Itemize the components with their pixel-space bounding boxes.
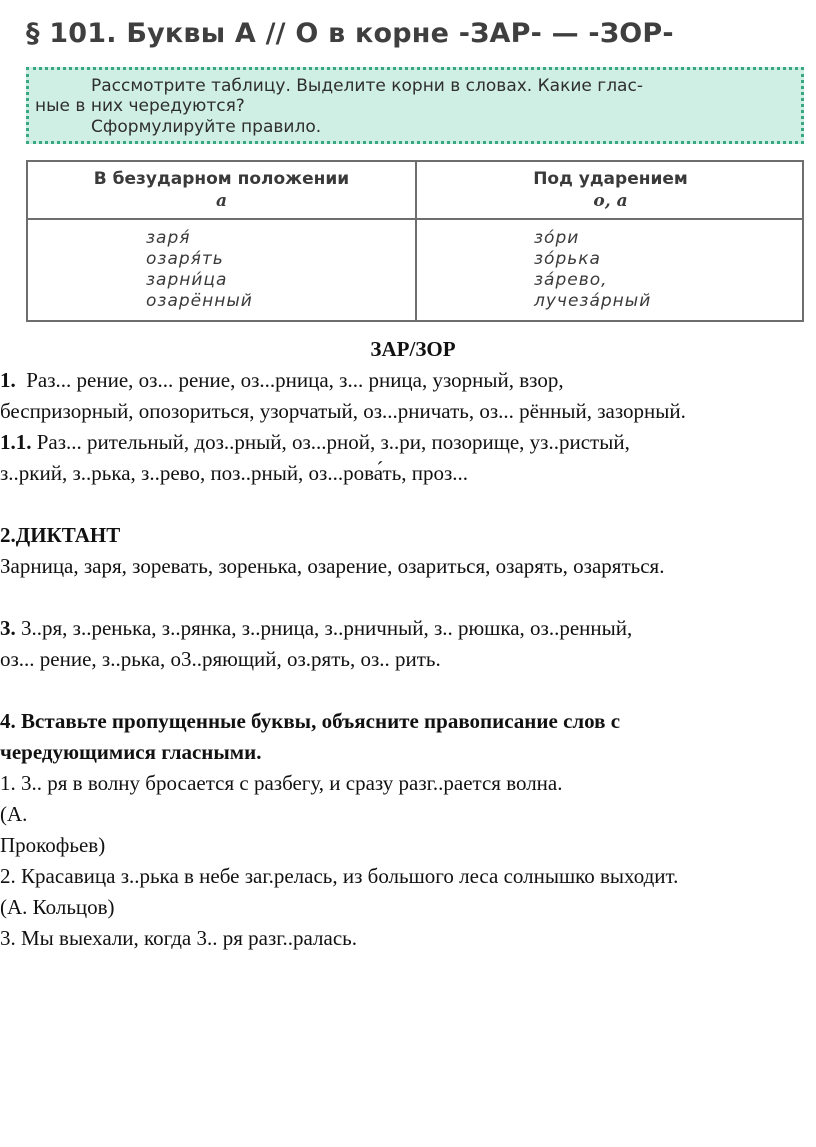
exercise-text: 3..ря, з..ренька, з..рянка, з..рница, з..рничный, з.. рюшка, оз..ренный, [21,616,633,640]
paragraph-title: § 101. Буквы А // О в корне -ЗАР- — -ЗОР- [26,18,674,49]
exercise-title: 4. Вставьте пропущенные буквы, объясните правописание слов с [0,709,621,733]
exercise-number: 1. [0,368,16,392]
textbook-scan [0,0,816,330]
header-vowel: о, а [593,191,628,211]
header-vowel: а [215,191,227,211]
exercise-1-1-line-1 [0,427,816,458]
stressed-word-list [534,228,651,312]
exercise-3-line-1 [0,613,816,644]
exercise-number: 3. [0,616,16,640]
header-label: Под ударением [533,169,688,189]
sentence-1-author-initial: (А. [0,802,28,826]
task-line-1: Рассмотрите таблицу. Выделите корни в словах. Какие глас- [91,76,643,96]
sentence-3: 3. Мы выехали, когда 3.. ря разг..ралась. [0,926,357,950]
table-divider-horizontal [28,218,802,220]
word: за́рево, [534,270,608,290]
worksheet-heading: ЗАР/ЗОР [370,337,456,361]
header-label: В безударном положении [93,169,350,189]
table-header-unstressed [28,168,415,212]
word: лучеза́рный [534,291,652,311]
word: озаря́ть [146,249,224,269]
word: заря́ [146,228,191,248]
exercise-1-line-2: беспризорный, опозориться, узорчатый, оз...рничать, оз... рённый, зазорный. [0,399,686,423]
exercise-3-line-2: оз... рение, з..рька, о3..ряющий, оз.рять, оз.. рить. [0,647,441,671]
word: зарни́ца [146,270,228,290]
exercise-1-line-1 [0,365,816,396]
sentence-2: 2. Красавица з..рька в небе заг.релась, из большого леса солнышко выходит. [0,864,679,888]
sentence-2-author: (А. Кольцов) [0,895,115,919]
exercise-text: Раз... рительный, доз..рный, оз...рной, з..ри, позорище, уз..ристый, [36,430,630,454]
exercise-number: 1.1. [0,430,32,454]
exercise-2-text: Зарница, заря, зоревать, зоренька, озарение, озариться, озарять, озаряться. [0,554,665,578]
exercise-4-title-line-1 [0,706,816,737]
task-box [26,67,804,144]
task-line-2: ные в них чередуются? [35,96,245,116]
word: озарённый [146,291,253,311]
word: зо́рька [534,249,601,269]
exercise-title: 2.ДИКТАНТ [0,523,121,547]
unstressed-word-list [146,228,253,312]
task-line-3: Сформулируйте правило. [91,117,322,137]
exercise-4-title-line-2 [0,737,816,768]
exercise-title: чередующимися гласными. [0,740,262,764]
exercise-text: Раз... рение, оз... рение, оз...рница, з... рница, узорный, взор, [26,368,564,392]
table-header-stressed [417,168,804,212]
worksheet-body [0,334,816,954]
word: зо́ри [534,228,580,248]
sentence-1-author-name: Прокофьев) [0,833,106,857]
exercise-1-1-line-2: з..ркий, з..рька, з..рево, поз..рный, оз...рова́ть, проз... [0,461,469,485]
exercise-2-title [0,520,816,551]
sentence-1: 1. 3.. ря в волну бросается с разбегу, и сразу разг..рается волна. [0,771,563,795]
rule-table [26,160,804,322]
